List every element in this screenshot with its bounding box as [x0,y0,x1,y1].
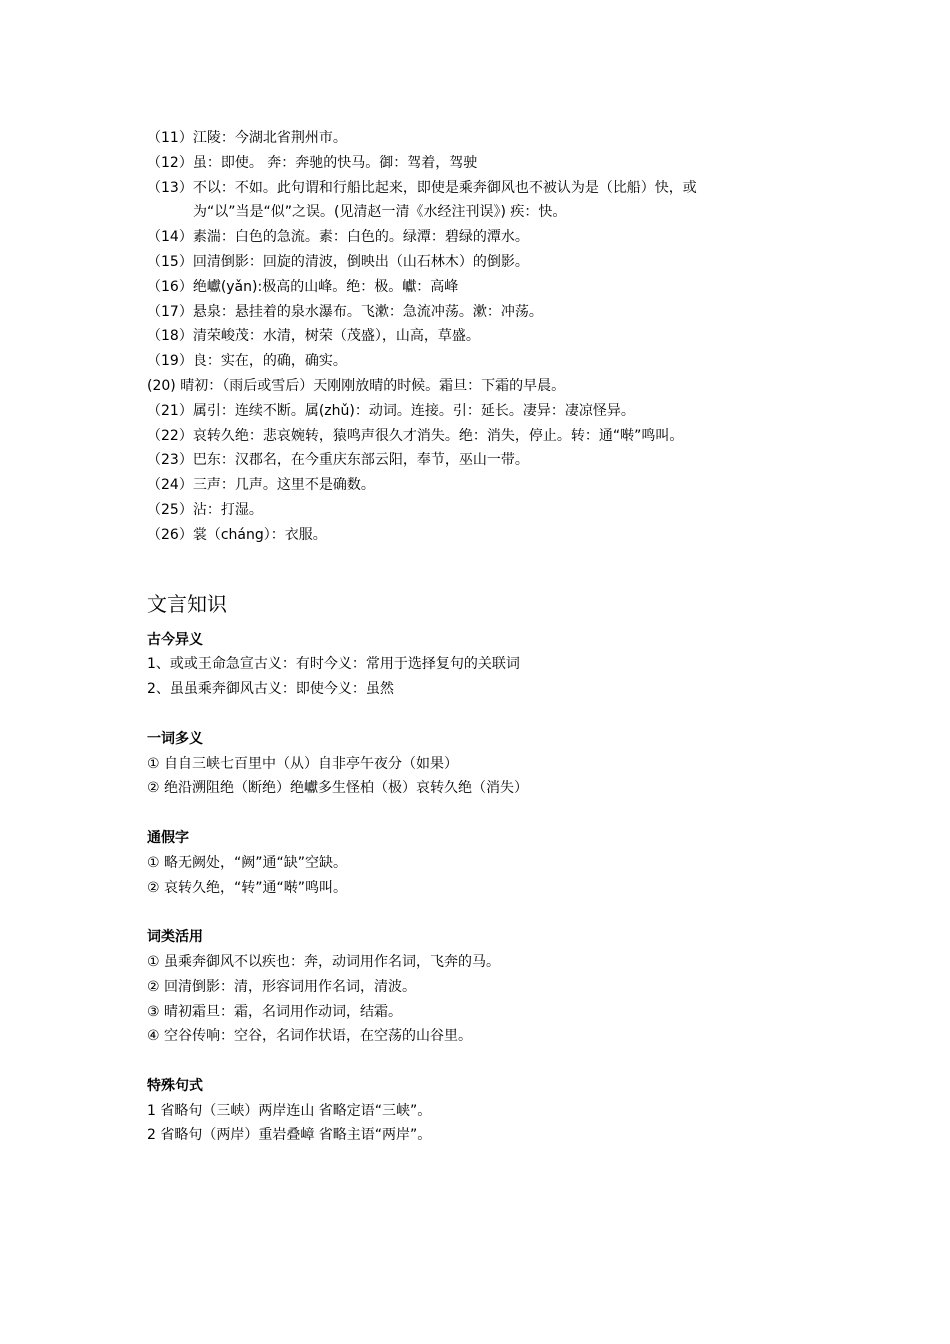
tongjia-line-1: ① 略无阙处，“阙”通“缺”空缺。 [147,854,348,871]
note-21: （21）属引：连续不断。属(zhǔ)：动词。连接。引：延长。凄异：凄凉怪异。 [147,402,635,419]
spacer [147,1049,827,1074]
document-page [147,126,827,1148]
group-yici [147,727,827,801]
subheading-yici: 一词多义 [147,730,203,747]
note-17: （17）悬泉：悬挂着的泉水瀑布。飞漱：急流冲荡。漱：冲荡。 [147,303,543,320]
note-20: (20) 晴初：（雨后或雪后）天刚刚放晴的时候。霜旦：下霜的早晨。 [147,377,566,394]
subheading-tongjia: 通假字 [147,829,189,846]
note-24: （24）三声：几声。这里不是确数。 [147,477,375,494]
note-13: （13）不以：不如。此句谓和行船比起来，即使是乘奔御风也不被认为是（比船）快，或 [147,179,697,196]
group-teshu [147,1074,827,1148]
tongjia-line-2: ② 哀转久绝，“转”通“啭”鸣叫。 [147,879,348,896]
annotation-list [147,126,827,548]
note-19: （19）良：实在，的确，确实。 [147,353,347,370]
note-16: （16）绝巘(yǎn):极高的山峰。绝：极。巘：高峰 [147,278,459,295]
subheading-teshu: 特殊句式 [147,1077,203,1094]
yici-line-2: ② 绝沿溯阻绝（断绝）绝巘多生怪柏（极）哀转久绝（消失） [147,780,528,797]
subheading-gujin: 古今异义 [147,631,203,648]
note-22: （22）哀转久绝：悲哀婉转，猿鸣声很久才消失。绝：消失，停止。转：通“啭”鸣叫。 [147,427,684,444]
subheading-cilei: 词类活用 [147,929,203,946]
group-gujin [147,628,827,702]
cilei-line-3: ③ 晴初霜旦：霜，名词用作动词，结霜。 [147,1003,402,1020]
note-12: （12）虽：即使。 奔：奔驰的快马。御：驾着，驾驶 [147,154,478,171]
cilei-line-1: ① 虽乘奔御风不以疾也：奔，动词用作名词，飞奔的马。 [147,953,500,970]
note-23: （23）巴东：汉郡名，在今重庆东部云阳，奉节，巫山一带。 [147,452,529,469]
spacer [147,900,827,925]
teshu-line-1: 1 省略句（三峡）两岸连山 省略定语“三峡”。 [147,1102,432,1119]
note-11: （11）江陵：今湖北省荆州市。 [147,130,347,146]
note-13-continued: 为“以”当是“似”之误。(见清赵一清《水经注刊误》) 疾：快。 [193,204,567,221]
teshu-line-2: 2 省略句（两岸）重岩叠嶂 省略主语“两岸”。 [147,1127,432,1144]
note-18: （18）清荣峻茂：水清，树荣（茂盛），山高，草盛。 [147,328,480,345]
spacer [147,801,827,826]
gujin-line-1: 1、或或王命急宣古义：有时今义：常用于选择复句的关联词 [147,656,520,673]
cilei-line-4: ④ 空谷传响：空谷，名词作状语，在空荡的山谷里。 [147,1028,472,1045]
note-25: （25）沾：打湿。 [147,501,263,518]
gujin-line-2: 2、虽虽乘奔御风古义：即使今义：虽然 [147,681,394,698]
section-title: 文言知识 [147,591,227,616]
cilei-line-2: ② 回清倒影：清，形容词用作名词，清波。 [147,978,416,995]
note-26: （26）裳（cháng）：衣服。 [147,526,327,543]
spacer [147,702,827,727]
group-tongjia [147,826,827,900]
yici-line-1: ① 自自三峡七百里中（从）自非亭午夜分（如果） [147,755,458,772]
note-15: （15）回清倒影：回旋的清波，倒映出（山石林木）的倒影。 [147,253,529,270]
note-14: （14）素湍：白色的急流。素：白色的。绿潭：碧绿的潭水。 [147,229,529,246]
group-cilei [147,925,827,1049]
